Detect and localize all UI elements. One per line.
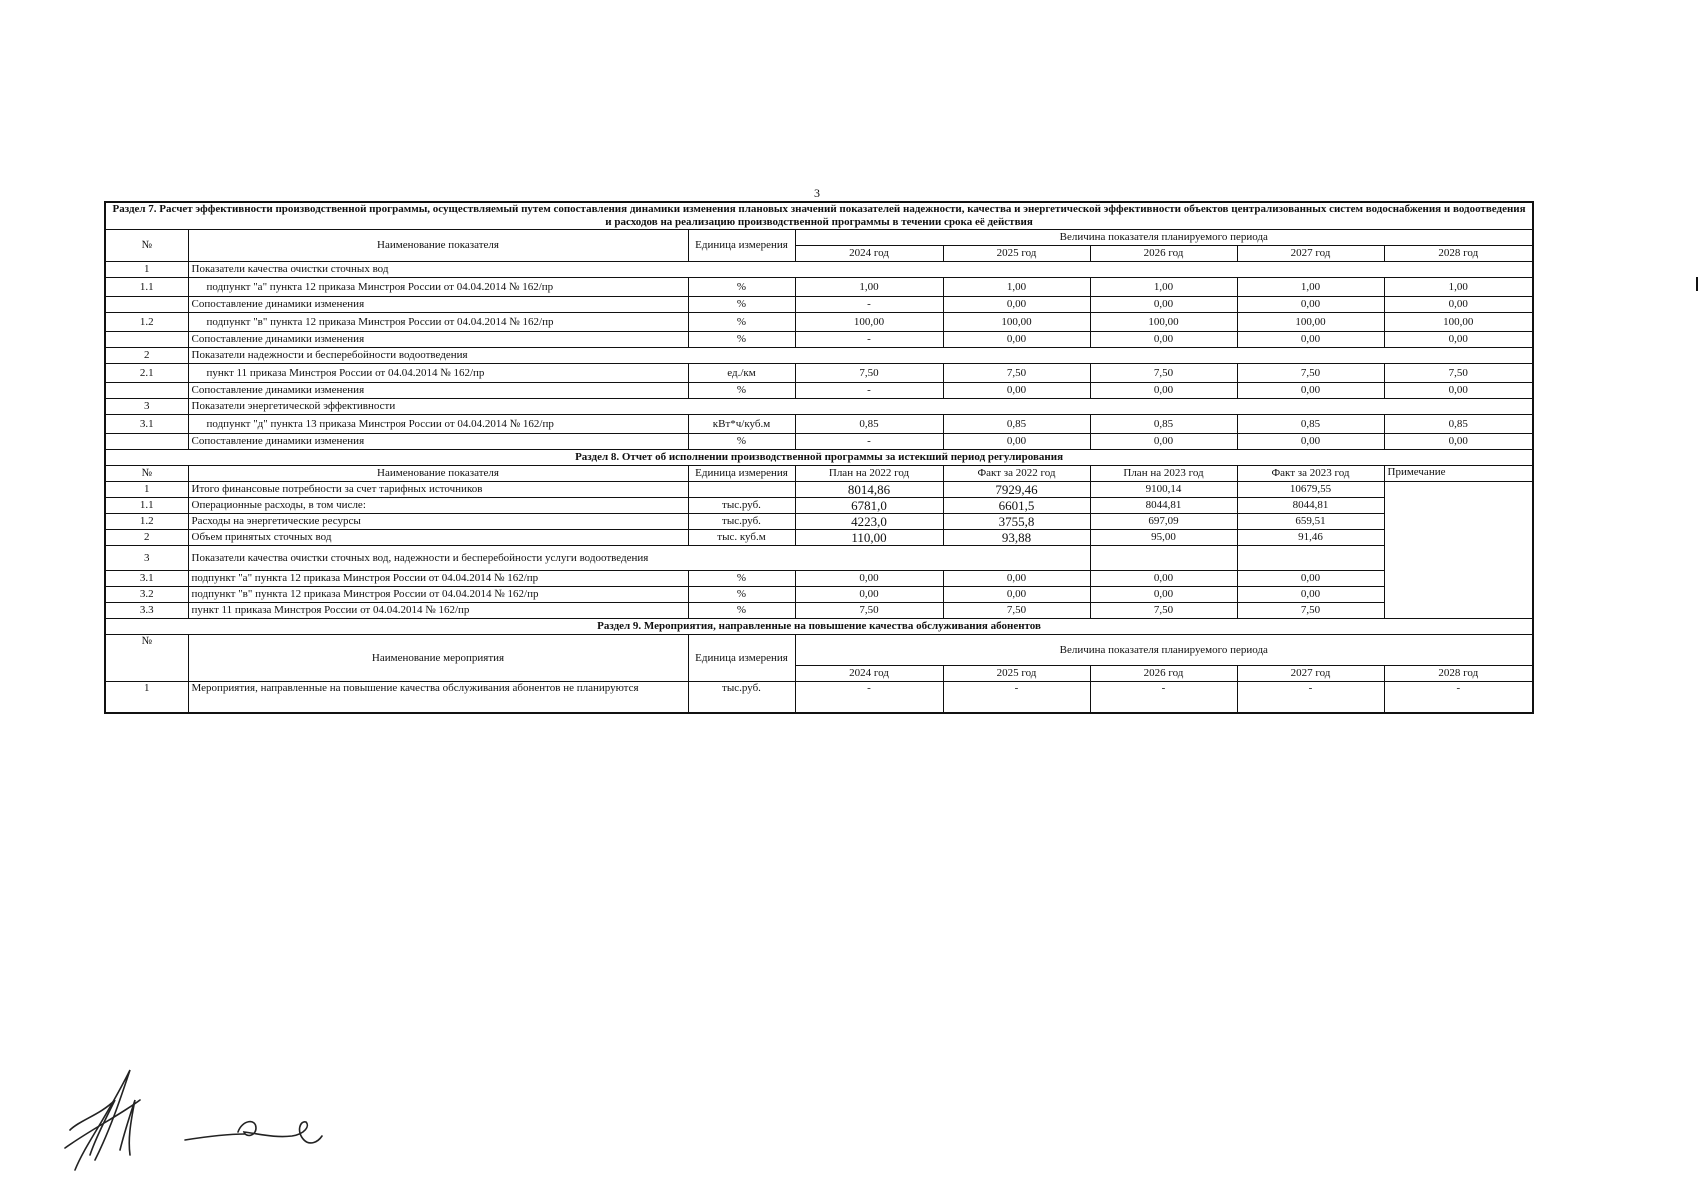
row-number: 1.2: [105, 313, 188, 332]
row-value: 0,00: [1384, 383, 1533, 399]
row-value: 0,00: [1237, 383, 1384, 399]
row-value: 0,00: [1090, 587, 1237, 603]
row-value: 7,50: [795, 603, 943, 619]
group-name: Показатели качества очистки сточных вод, надежности и бесперебойности услуги водоотведения: [188, 546, 1090, 571]
header-unit: Единица измерения: [688, 230, 795, 262]
empty-cell: [1090, 546, 1237, 571]
header-name: Наименование показателя: [188, 466, 688, 482]
row-value: -: [795, 297, 943, 313]
row-value: 110,00: [795, 530, 943, 546]
row-value: 1,00: [1384, 278, 1533, 297]
row-value: 1,00: [795, 278, 943, 297]
row-number: 2: [105, 530, 188, 546]
row-value: 7,50: [1384, 364, 1533, 383]
header-plan-2023: План на 2023 год: [1090, 466, 1237, 482]
header-name: Наименование мероприятия: [188, 635, 688, 682]
row-number: 1: [105, 682, 188, 714]
header-year: 2025 год: [943, 246, 1090, 262]
row-value: 0,00: [1237, 587, 1384, 603]
row-value: 100,00: [1090, 313, 1237, 332]
row-name: Сопоставление динамики изменения: [188, 383, 688, 399]
row-number: 3: [105, 546, 188, 571]
header-name: Наименование показателя: [188, 230, 688, 262]
row-unit: %: [688, 313, 795, 332]
header-no: №: [105, 466, 188, 482]
header-year: 2026 год: [1090, 246, 1237, 262]
row-number: 1: [105, 482, 188, 498]
section-8-row: [105, 603, 1533, 619]
row-value: 4223,0: [795, 514, 943, 530]
row-value: 95,00: [1090, 530, 1237, 546]
row-unit: %: [688, 603, 795, 619]
row-number: [105, 383, 188, 399]
row-name: Сопоставление динамики изменения: [188, 434, 688, 450]
row-value: 0,85: [1090, 415, 1237, 434]
row-name: Объем принятых сточных вод: [188, 530, 688, 546]
row-number: 3.1: [105, 415, 188, 434]
row-value: 1,00: [1237, 278, 1384, 297]
header-year: 2025 год: [943, 666, 1090, 682]
row-name: подпункт "в" пункта 12 приказа Минстроя России от 04.04.2014 № 162/пр: [188, 313, 688, 332]
row-value: 7,50: [1237, 364, 1384, 383]
row-value: 0,00: [943, 587, 1090, 603]
group-name: Показатели энергетической эффективности: [188, 399, 1533, 415]
section-9-title: Раздел 9. Мероприятия, направленные на повышение качества обслуживания абонентов: [105, 619, 1533, 635]
row-value: 0,00: [795, 587, 943, 603]
group-name: Показатели качества очистки сточных вод: [188, 262, 1533, 278]
row-value: -: [1384, 682, 1533, 714]
row-unit: %: [688, 332, 795, 348]
row-name: пункт 11 приказа Минстроя России от 04.04.2014 № 162/пр: [188, 364, 688, 383]
section-7-row: [105, 399, 1533, 415]
row-value: 6601,5: [943, 498, 1090, 514]
row-unit: тыс.руб.: [688, 514, 795, 530]
row-unit: кВт*ч/куб.м: [688, 415, 795, 434]
row-value: 0,00: [1090, 297, 1237, 313]
row-unit: тыс.руб.: [688, 682, 795, 714]
row-value: 0,85: [943, 415, 1090, 434]
row-value: -: [795, 332, 943, 348]
section-8-row: [105, 571, 1533, 587]
section-7-row: [105, 364, 1533, 383]
row-value: 0,85: [1237, 415, 1384, 434]
row-unit: %: [688, 571, 795, 587]
header-plan-2022: План на 2022 год: [795, 466, 943, 482]
header-year: 2027 год: [1237, 246, 1384, 262]
row-number: 3: [105, 399, 188, 415]
row-number: 1.2: [105, 514, 188, 530]
section-8-header-row: [105, 466, 1533, 482]
header-unit: Единица измерения: [688, 635, 795, 682]
row-unit: %: [688, 383, 795, 399]
row-number: 1.1: [105, 278, 188, 297]
row-value: 7,50: [1090, 364, 1237, 383]
row-value: 100,00: [1384, 313, 1533, 332]
row-number: [105, 297, 188, 313]
section-8-row: [105, 498, 1533, 514]
section-8-row: [105, 482, 1533, 498]
row-value: 8014,86: [795, 482, 943, 498]
row-name: пункт 11 приказа Минстроя России от 04.04.2014 № 162/пр: [188, 603, 688, 619]
row-value: 0,00: [943, 434, 1090, 450]
row-value: 100,00: [1237, 313, 1384, 332]
header-no: №: [105, 230, 188, 262]
row-unit: [688, 482, 795, 498]
row-value: -: [795, 434, 943, 450]
section-7-row: [105, 262, 1533, 278]
header-year: 2028 год: [1384, 666, 1533, 682]
header-year: 2026 год: [1090, 666, 1237, 682]
row-name: подпункт "а" пункта 12 приказа Минстроя России от 04.04.2014 № 162/пр: [188, 571, 688, 587]
empty-cell: [1237, 546, 1384, 571]
row-number: 3.1: [105, 571, 188, 587]
row-value: 7,50: [1090, 603, 1237, 619]
row-value: 0,00: [1237, 297, 1384, 313]
row-value: 100,00: [943, 313, 1090, 332]
row-value: 0,00: [1384, 332, 1533, 348]
section-8-row: [105, 546, 1533, 571]
row-value: 0,00: [1090, 434, 1237, 450]
section-7-row: [105, 297, 1533, 313]
row-unit: тыс.руб.: [688, 498, 795, 514]
group-name: Показатели надежности и бесперебойности водоотведения: [188, 348, 1533, 364]
section-8-row: [105, 514, 1533, 530]
header-year: 2027 год: [1237, 666, 1384, 682]
header-unit: Единица измерения: [688, 466, 795, 482]
row-value: 1,00: [1090, 278, 1237, 297]
row-name: Операционные расходы, в том числе:: [188, 498, 688, 514]
row-unit: тыс. куб.м: [688, 530, 795, 546]
row-value: -: [1090, 682, 1237, 714]
row-value: 10679,55: [1237, 482, 1384, 498]
header-year: 2024 год: [795, 246, 943, 262]
row-name: Итого финансовые потребности за счет тарифных источников: [188, 482, 688, 498]
row-value: 0,00: [1090, 383, 1237, 399]
row-number: 2: [105, 348, 188, 364]
header-period: Величина показателя планируемого периода: [795, 230, 1533, 246]
section-7-row: [105, 278, 1533, 297]
header-period: Величина показателя планируемого периода: [795, 635, 1533, 666]
row-value: 8044,81: [1237, 498, 1384, 514]
section-7-title: Раздел 7. Расчет эффективности производственной программы, осуществляемый путем сопоставления динамики изменения плановых значений показателей надежности, качества и энергетической эффективности объектов централизованных систем водоснабжения и водоотведения и расходов на реализацию производственной программы в течении срока её действия: [105, 202, 1533, 230]
row-value: 1,00: [943, 278, 1090, 297]
row-name: Сопоставление динамики изменения: [188, 332, 688, 348]
row-name: подпункт "д" пункта 13 приказа Минстроя России от 04.04.2014 № 162/пр: [188, 415, 688, 434]
row-unit: %: [688, 587, 795, 603]
row-name: Сопоставление динамики изменения: [188, 297, 688, 313]
row-number: 1.1: [105, 498, 188, 514]
row-number: 2.1: [105, 364, 188, 383]
row-value: 0,00: [1237, 434, 1384, 450]
section-7-row: [105, 415, 1533, 434]
section-9-header-row: [105, 635, 1533, 666]
row-value: 0,00: [943, 571, 1090, 587]
section-9-title-row: [105, 619, 1533, 635]
header-year: 2024 год: [795, 666, 943, 682]
row-value: 91,46: [1237, 530, 1384, 546]
row-name: подпункт "в" пункта 12 приказа Минстроя России от 04.04.2014 № 162/пр: [188, 587, 688, 603]
row-value: 0,00: [943, 332, 1090, 348]
row-value: 659,51: [1237, 514, 1384, 530]
row-value: 93,88: [943, 530, 1090, 546]
section-7-row: [105, 348, 1533, 364]
row-value: 0,00: [795, 571, 943, 587]
row-value: 0,00: [1384, 297, 1533, 313]
row-value: 0,00: [943, 383, 1090, 399]
row-value: 7929,46: [943, 482, 1090, 498]
row-value: 0,00: [1090, 332, 1237, 348]
handwritten-signature: [60, 1060, 350, 1180]
row-value: 6781,0: [795, 498, 943, 514]
row-value: 0,85: [1384, 415, 1533, 434]
row-value: 0,00: [1384, 434, 1533, 450]
row-value: 0,00: [1090, 571, 1237, 587]
row-name: Мероприятия, направленные на повышение качества обслуживания абонентов не планируются: [188, 682, 688, 714]
row-value: 8044,81: [1090, 498, 1237, 514]
header-fact-2023: Факт за 2023 год: [1237, 466, 1384, 482]
row-value: 7,50: [795, 364, 943, 383]
row-value: 0,00: [1237, 332, 1384, 348]
row-value: 7,50: [943, 364, 1090, 383]
header-no: №: [105, 635, 188, 682]
row-number: 3.2: [105, 587, 188, 603]
row-number: [105, 332, 188, 348]
row-value: 0,00: [1237, 571, 1384, 587]
row-name: Расходы на энергетические ресурсы: [188, 514, 688, 530]
section-7-row: [105, 434, 1533, 450]
row-value: -: [1237, 682, 1384, 714]
row-value: 7,50: [943, 603, 1090, 619]
header-fact-2022: Факт за 2022 год: [943, 466, 1090, 482]
row-value: 0,85: [795, 415, 943, 434]
section-8-row: [105, 587, 1533, 603]
page-number: 3: [814, 186, 820, 200]
row-value: 0,00: [943, 297, 1090, 313]
section-7-title-row: [105, 202, 1533, 230]
section-7-row: [105, 313, 1533, 332]
row-unit: ед./км: [688, 364, 795, 383]
header-year: 2028 год: [1384, 246, 1533, 262]
row-value: -: [795, 682, 943, 714]
row-unit: %: [688, 297, 795, 313]
section-8-row: [105, 530, 1533, 546]
row-number: [105, 434, 188, 450]
row-name: подпункт "а" пункта 12 приказа Минстроя России от 04.04.2014 № 162/пр: [188, 278, 688, 297]
section-7-row: [105, 332, 1533, 348]
row-value: 7,50: [1237, 603, 1384, 619]
row-value: 3755,8: [943, 514, 1090, 530]
header-note: Примечание: [1384, 466, 1533, 482]
row-value: -: [795, 383, 943, 399]
row-unit: %: [688, 434, 795, 450]
section-8-title-row: [105, 450, 1533, 466]
note-cell: [1384, 482, 1533, 619]
section-7-row: [105, 383, 1533, 399]
section-9-row: [105, 682, 1533, 714]
row-unit: %: [688, 278, 795, 297]
row-value: 9100,14: [1090, 482, 1237, 498]
report-table: [104, 201, 1534, 714]
row-value: 100,00: [795, 313, 943, 332]
row-number: 3.3: [105, 603, 188, 619]
row-value: -: [943, 682, 1090, 714]
section-8-title: Раздел 8. Отчет об исполнении производственной программы за истекший период регулирования: [105, 450, 1533, 466]
section-7-header-row: [105, 230, 1533, 246]
row-value: 697,09: [1090, 514, 1237, 530]
row-number: 1: [105, 262, 188, 278]
